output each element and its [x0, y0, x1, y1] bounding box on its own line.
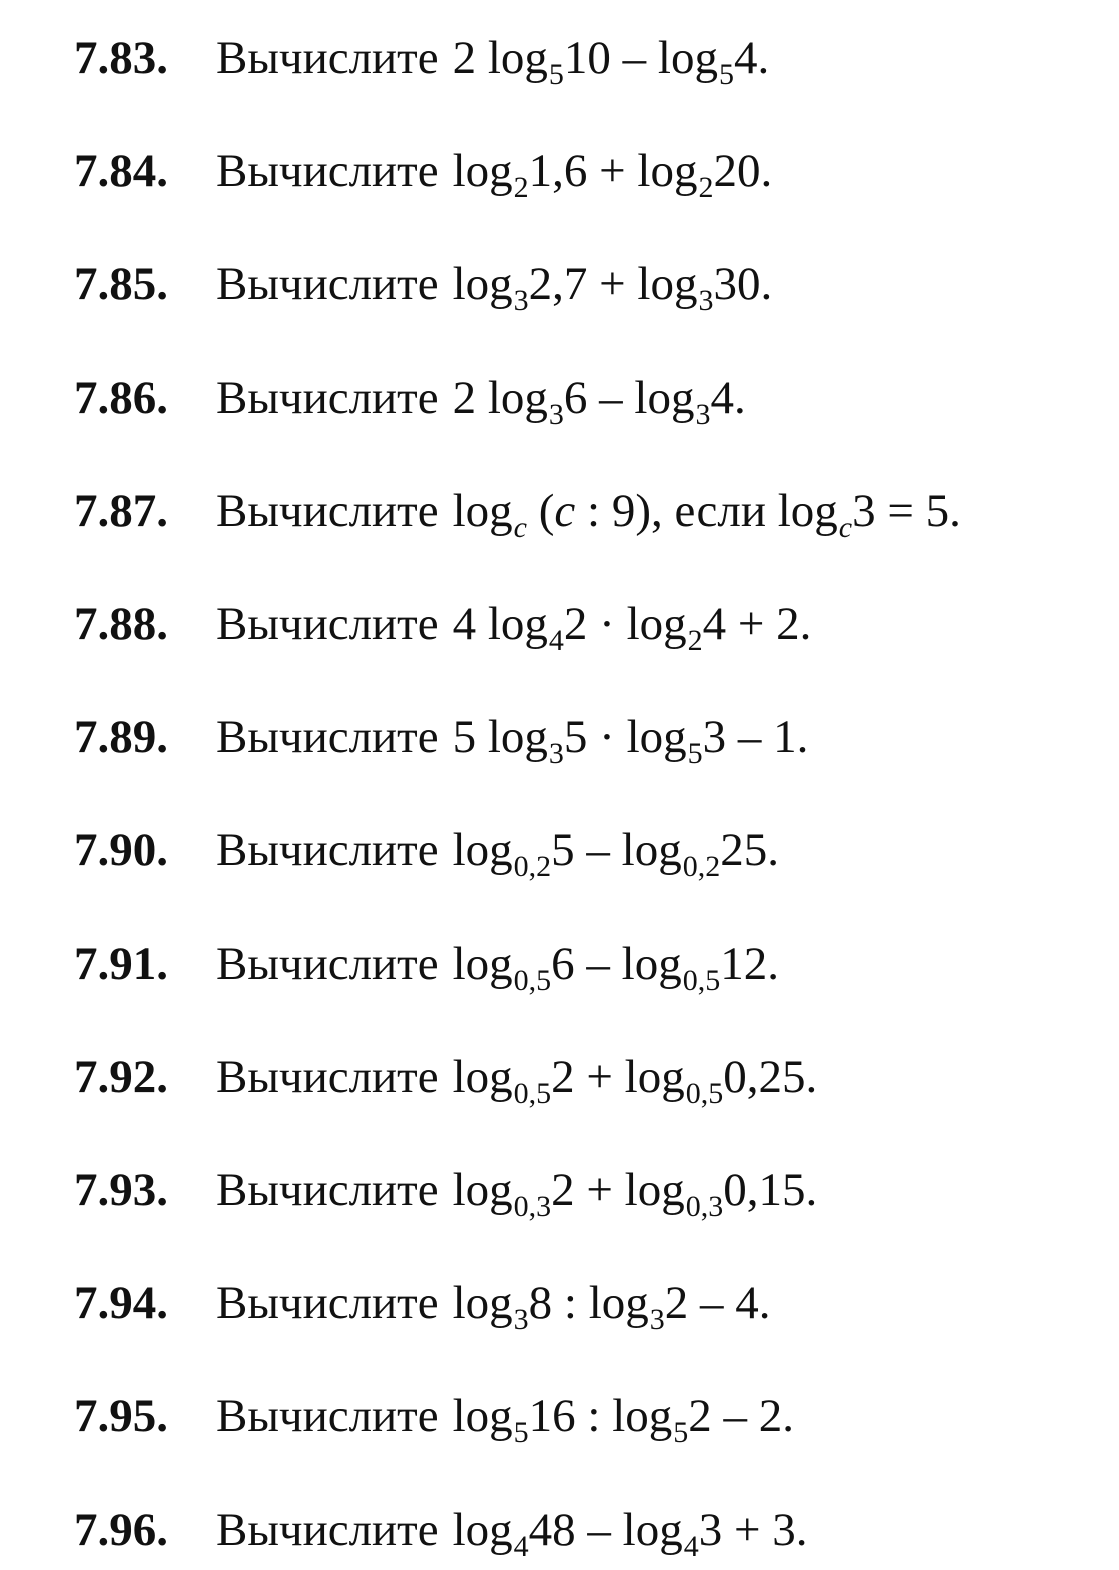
- problem-instruction: Вычислите: [216, 484, 439, 537]
- problem-number: 7.87.: [74, 484, 168, 537]
- log-term: $\log_4$: [452, 1503, 529, 1563]
- problem-number: 7.84.: [74, 145, 168, 198]
- log-base: 3: [649, 1303, 665, 1337]
- expression-text: 12.: [720, 937, 779, 990]
- problem-7-85: [74, 244, 772, 324]
- problem-instruction: Вычислите: [216, 1503, 439, 1556]
- problem-number: 7.85.: [74, 258, 168, 311]
- log-base: 4: [513, 1529, 529, 1563]
- problem-instruction: Вычислите: [216, 1390, 439, 1443]
- problem-expression: [452, 1050, 818, 1110]
- log-base: 2: [698, 171, 714, 205]
- problem-number: 7.83.: [74, 32, 168, 84]
- log-base: 0,5: [513, 1076, 552, 1110]
- problem-expression: [452, 1390, 795, 1450]
- expression-text: 2,7 +: [528, 258, 638, 311]
- problem-expression: [452, 824, 779, 884]
- problem-expression: [452, 258, 773, 318]
- problem-number: 7.89.: [74, 711, 168, 764]
- expression-text: 4: [452, 598, 488, 650]
- log-term: $\log_{0,2}$: [452, 824, 552, 884]
- log-term: $\log_5$: [452, 1390, 529, 1450]
- problem-number: 7.96.: [74, 1503, 168, 1556]
- problem-7-95: [74, 1376, 794, 1456]
- problem-7-86: [74, 358, 746, 438]
- expression-text: 0,25.: [723, 1050, 818, 1103]
- problem-number: 7.93.: [74, 1164, 168, 1216]
- expression-text: 30.: [713, 258, 773, 311]
- log-term: $\log_4$: [487, 598, 564, 657]
- problem-7-91: [74, 924, 779, 1004]
- problem-7-94: [74, 1263, 771, 1343]
- log-base: 3: [548, 397, 564, 431]
- log-base: 3: [698, 284, 714, 318]
- log-base: 5: [548, 58, 564, 91]
- expression-text: 2 +: [551, 1164, 625, 1216]
- problem-expression: [452, 145, 773, 205]
- expression-text: 2 ·: [563, 598, 627, 650]
- log-base: c: [513, 510, 527, 544]
- expression-text: 1,6 +: [528, 145, 638, 198]
- variable: c: [554, 484, 576, 537]
- expression-text: 25.: [720, 824, 779, 877]
- problem-number: 7.94.: [74, 1277, 168, 1330]
- problem-7-89: [74, 697, 808, 777]
- log-term: $\log_3$: [452, 1277, 529, 1337]
- log-term: $\log_5$: [612, 1390, 689, 1450]
- log-term: $\log_2$: [626, 598, 703, 657]
- log-term: $\log_{0,2}$: [621, 824, 721, 884]
- expression-text: 2 +: [551, 1050, 625, 1103]
- log-term: $\log_{0,5}$: [452, 937, 552, 997]
- log-base: 5: [673, 1416, 689, 1450]
- log-base: 3: [513, 1303, 529, 1337]
- log-term: $\log_{0,5}$: [452, 1050, 552, 1110]
- problem-7-83: [74, 18, 769, 98]
- problem-expression: [452, 598, 812, 657]
- problem-7-84: [74, 131, 772, 211]
- problem-instruction: Вычислите: [216, 371, 439, 424]
- log-base: 0,5: [682, 963, 721, 997]
- problem-7-92: [74, 1037, 817, 1117]
- expression-text: 20.: [713, 145, 773, 198]
- log-base: 0,2: [682, 850, 721, 884]
- log-base: 5: [718, 58, 734, 91]
- problem-instruction: Вычислите: [216, 1050, 439, 1103]
- log-term: $\log_3$: [452, 258, 529, 318]
- problem-instruction: Вычислите: [216, 711, 439, 764]
- problem-instruction: Вычислите: [216, 258, 439, 311]
- log-base: 2: [687, 624, 703, 657]
- log-base: 3: [548, 737, 564, 771]
- log-term: $\log_5$: [626, 711, 703, 771]
- log-term: $\log_c$: [452, 484, 527, 544]
- log-term: $\log_3$: [487, 711, 564, 771]
- log-base: 3: [695, 397, 711, 431]
- problem-7-93: [74, 1150, 817, 1230]
- log-term: $\log_2$: [452, 145, 529, 205]
- expression-text: 4 + 2.: [702, 598, 812, 650]
- log-term: $\log_5$: [657, 32, 734, 91]
- problem-expression: [452, 1164, 818, 1223]
- problem-7-96: [74, 1490, 807, 1570]
- log-base: c: [838, 510, 853, 544]
- problem-instruction: Вычислите: [216, 32, 439, 84]
- problem-expression: [452, 371, 746, 431]
- log-base: 0,5: [513, 963, 552, 997]
- problem-instruction: Вычислите: [216, 824, 439, 877]
- log-base: 0,3: [685, 1190, 724, 1223]
- expression-text: 10 –: [563, 32, 658, 84]
- log-base: 2: [513, 171, 529, 205]
- expression-text: 3 = 5.: [852, 484, 961, 537]
- problem-number: 7.90.: [74, 824, 168, 877]
- log-term: $\log_{0,5}$: [621, 937, 721, 997]
- expression-text: 2: [452, 371, 488, 424]
- log-base: 3: [513, 284, 529, 318]
- log-term: $\log_3$: [487, 371, 564, 431]
- log-base: 5: [513, 1416, 529, 1450]
- log-term: $\log_{0,3}$: [452, 1164, 552, 1223]
- problem-instruction: Вычислите: [216, 1164, 439, 1216]
- log-base: 0,2: [513, 850, 552, 884]
- problem-instruction: Вычислите: [216, 1277, 439, 1330]
- log-term: $\log_5$: [487, 32, 564, 91]
- expression-text: 5 ·: [563, 711, 627, 764]
- expression-text: 5 –: [551, 824, 622, 877]
- expression-text: 3 – 1.: [702, 711, 809, 764]
- problem-7-88: [74, 584, 811, 664]
- log-term: $\log_3$: [634, 371, 711, 431]
- log-base: 5: [687, 737, 703, 771]
- expression-text: 5: [452, 711, 488, 764]
- log-term: $\log_{0,5}$: [624, 1050, 724, 1110]
- expression-text: 2: [452, 32, 488, 84]
- problem-7-90: [74, 810, 779, 890]
- log-base: 0,5: [685, 1076, 724, 1110]
- expression-text: 6 –: [563, 371, 635, 424]
- log-base: 4: [548, 624, 564, 657]
- expression-text: 4.: [733, 32, 770, 84]
- log-base: 4: [683, 1529, 699, 1563]
- expression-text: 3 + 3.: [698, 1503, 808, 1556]
- problem-expression: [452, 1277, 771, 1337]
- expression-text: 2 – 2.: [688, 1390, 795, 1443]
- problem-expression: [452, 937, 779, 997]
- problem-expression: [452, 484, 961, 544]
- log-term: $\log_c$: [777, 484, 853, 544]
- problem-number: 7.91.: [74, 937, 168, 990]
- expression-text: : 9), если: [575, 484, 778, 537]
- problem-number: 7.86.: [74, 371, 168, 424]
- expression-text: 48 –: [528, 1503, 623, 1556]
- log-term: $\log_4$: [622, 1503, 699, 1563]
- expression-text: 4.: [710, 371, 746, 424]
- expression-text: (: [526, 484, 555, 537]
- problem-instruction: Вычислите: [216, 937, 439, 990]
- log-term: $\log_3$: [588, 1277, 665, 1337]
- problem-expression: [452, 711, 809, 771]
- expression-text: 8 :: [528, 1277, 589, 1330]
- problem-instruction: Вычислите: [216, 145, 439, 198]
- expression-text: 0,15.: [723, 1164, 818, 1216]
- expression-text: 6 –: [551, 937, 622, 990]
- problem-number: 7.95.: [74, 1390, 168, 1443]
- problem-expression: [452, 32, 770, 91]
- problem-instruction: Вычислите: [216, 598, 439, 650]
- expression-text: 2 – 4.: [664, 1277, 771, 1330]
- log-base: 0,3: [513, 1190, 552, 1223]
- log-term: $\log_{0,3}$: [624, 1164, 724, 1223]
- problem-expression: [452, 1503, 808, 1563]
- log-term: $\log_3$: [637, 258, 714, 318]
- log-term: $\log_2$: [637, 145, 714, 205]
- problem-number: 7.88.: [74, 598, 168, 650]
- expression-text: 16 :: [528, 1390, 613, 1443]
- problem-7-87: [74, 471, 961, 551]
- problem-number: 7.92.: [74, 1050, 168, 1103]
